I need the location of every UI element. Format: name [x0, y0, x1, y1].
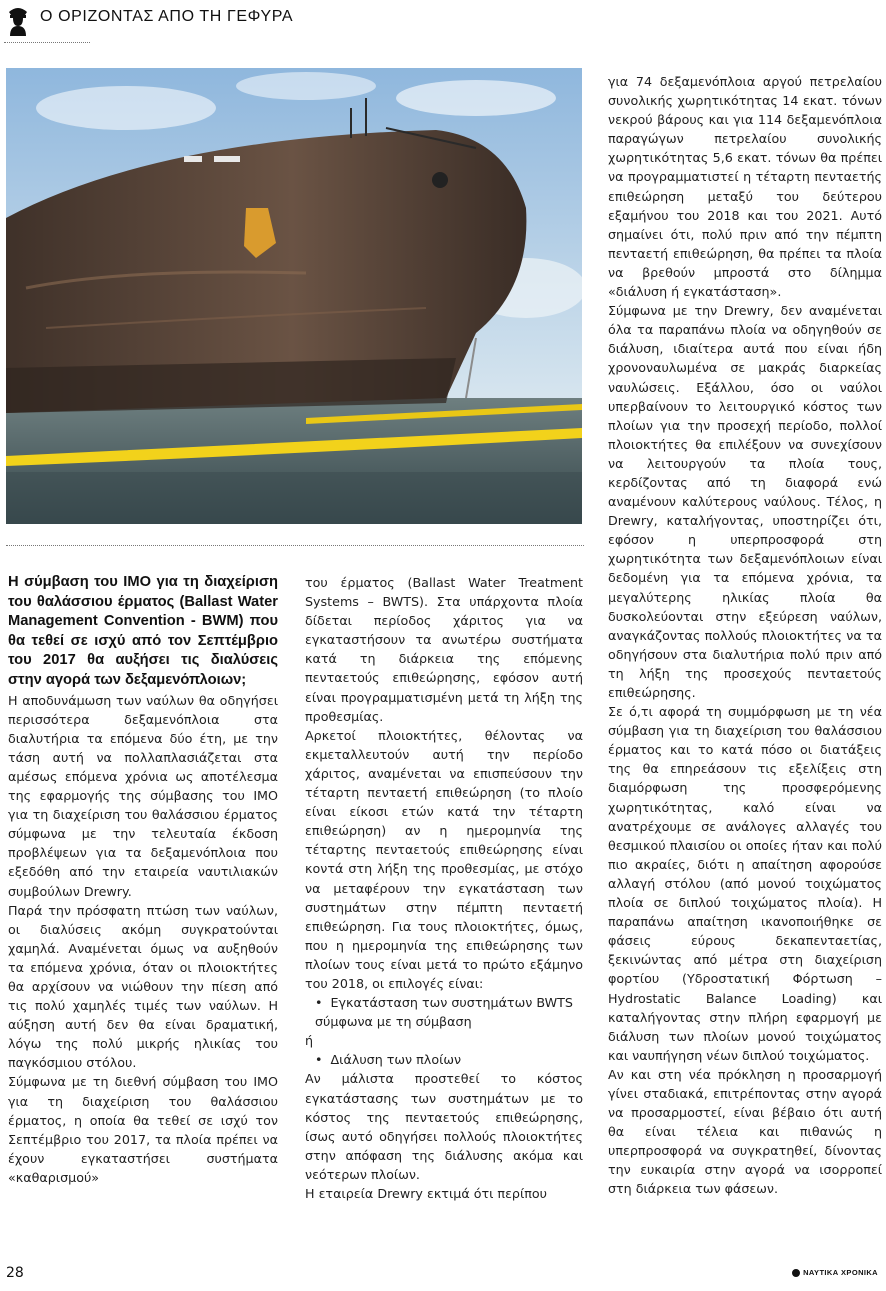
article-lead: Η σύμβαση του IMO για τη διαχείριση του θαλάσσιου έρματος (Ballast Water Management Convention - BWM) που θα τεθεί σε ισχύ από τον Σεπτέμβριο του 2017 θα αυξήσει τις διαλύσεις στην αγορά των δεξαμενόπλοιων;	[8, 574, 278, 688]
paragraph: Σε ό,τι αφορά τη συμμόρφωση με τη νέα σύμβαση για τη διαχείριση του θαλάσσιου έρματος και το κατά πόσο οι διατάξεις της θα επηρεάσουν τις εξελίξεις στη διαμόρφωση της προσφερόμενης χωρητικότητας, καλό είναι να ανατρέχουμε σε ανάλογες αλλαγές του θεσμικού πλαισίου οι οποίες ήταν και πολύ πιο ακραίες, διότι η απαίτηση αφορούσε αλλαγή στόλου (από μονού τοιχώματος πλοία σε διπλού τοιχώματος πλοία). Η παραπάνω απαίτηση ικανοποιήθηκε σε φάσεις εύρους δεκαπενταετίας, ξεκινώντας από μέτρα στη διαχείριση φορτίου (Υδροστατική Φόρτωση – Hydrostatic Balance Loading) και καταλήγοντας στην πλήρη εφαρμογή με διάλυση των πλοίων μονού τοιχώματος και ναυπήγηση νέων διπλού τοιχώματος.	[608, 704, 882, 1063]
paragraph: για 74 δεξαμενόπλοια αργού πετρελαίου συνολικής χωρητικότητας 14 εκατ. τόνων νεκρού βάρους και για 114 δεξαμενόπλοια παραγώγων πετρελαίου συνολικής χωρητικότητας 5,6 εκατ. τόνων θα πρέπει να προγραμματιστεί η τέταρτη πενταετής επιθεώρηση μεταξύ του δεύτερου εξαμήνου του 2018 και του 2021. Αυτό σημαίνει ότι, πολύ πριν από την πέμπτη πενταετή επιθεώρηση, θα πρέπει τα πλοία να βρεθούν μπροστά στο δίλημμα «διάλυση ή εγκατάσταση».	[608, 74, 882, 300]
magazine-brand	[792, 1268, 878, 1277]
page-number: 28	[6, 1265, 24, 1281]
brand-logo-icon	[792, 1269, 800, 1277]
paragraph: Η εταιρεία Drewry εκτιμά ότι περίπου	[305, 1186, 548, 1201]
brand-name: ΝΑΥΤΙΚΑ ΧΡΟΝΙΚΑ	[803, 1268, 878, 1277]
paragraph: του έρματος (Ballast Water Treatment Systems – BWTS). Στα υπάρχοντα πλοία δίδεται περίοδος χάριτος για να εγκαταστήσουν τα ανωτέρω συστήματα κατά τη διάρκεια της επόμενης πενταετούς επιθεώρησης, εφόσον αυτή είναι προγραμματισμένη μετά τη λήξη της προθεσμίας.	[305, 575, 583, 724]
paragraph: Αν μάλιστα προστεθεί το κόστος εγκατάστασης των συστημάτων με το κόστος της πενταετούς επιθεώρησης, ίσως αυτό οδηγήσει πολλούς πλοιοκτήτες στην απόφαση της διάλυσης ακόμα και νεότερων πλοίων.	[305, 1071, 583, 1182]
photo-divider	[6, 545, 584, 546]
paragraph: Η αποδυνάμωση των ναύλων θα οδηγήσει περισσότερα δεξαμενόπλοια στα διαλυτήρια τα επόμενα δύο έτη, με την τάση αυτή να πολλαπλασιάζεται στα αμέσως επόμενα χρόνια ως αποτέλεσμα της εφαρμογής της σύμβασης του IMO για τη διαχείριση του θαλάσσιου έρματος σύμφωνα με την τελευταία έκδοση προβλέψεων για τα δεξαμενόπλοια που εξεδόθη από την εταιρεία ναυτιλιακών συμβούλων Drewry.	[8, 692, 278, 899]
page-header	[0, 0, 886, 48]
section-title: Ο ΟΡΙΖΟΝΤΑΣ ΑΠΟ ΤΗ ΓΕΦΥΡΑ	[40, 8, 294, 25]
header-divider	[4, 42, 90, 43]
paragraph: Αρκετοί πλοιοκτήτες, θέλοντας να εκμεταλλευτούν αυτή την περίοδο χάριτος, αναμένεται να επισπεύσουν την τέταρτη πενταετή επιθεώρηση (το πλοίο είναι είκοσι ετών κατά την τέταρτη επιθεώρηση) αν η ημερομηνία της τέταρτης πενταετούς επιθεώρησης είναι κοντά στη λήξη της προθεσμίας, με στόχο να μεταφέρουν την εγκατάσταση των συστημάτων στην πέμπτη πενταετή επιθεώρηση. Για τους πλοιοκτήτες, όμως, που η ημερομηνία της επιθεώρησης των πλοίων τους είναι μετά το πρώτο εξάμηνο του 2018, οι επιλογές είναι:	[305, 727, 583, 991]
paragraph: Παρά την πρόσφατη πτώση των ναύλων, οι διαλύσεις ακόμη συγκρατούνται χαμηλά. Αναμένεται όμως να αυξηθούν τα επόμενα χρόνια, όταν οι πλοιοκτήτες θα αρχίσουν να νιώθουν την πίεση από τις πολύ χαμηλές τιμές των ναύλων. Η αύξηση αυτή δεν θα είναι δραματική, λόγω της πολύ μικρής ηλικίας του παγκόσμιου στόλου.	[8, 902, 278, 1071]
paragraph: Σύμφωνα με την Drewry, δεν αναμένεται όλα τα παραπάνω πλοία να οδηγηθούν σε διάλυση, ιδιαίτερα αυτά που είναι ήδη χρονοναυλωμένα σε μακράς διαρκείας ναυλώσεις. Εξάλλου, όσο οι ναύλοι υπερβαίνουν το λειτουργικό κόστος των πλοίων για την προσεχή περίοδο, πολλοί πλοιοκτήτες θα επιλέξουν να συνεχίσουν να λειτουργούν τα πλοία τους, κερδίζοντας από τη διαφορά ενώ αναμένουν καλύτερους ναύλους. Τέλος, η Drewry, καταλήγοντας, υποστηρίζει ότι, εφόσον η υπερπροσφορά στη χωρητικότητα των δεξαμενόπλοιων είναι δεδομένη για τα επόμενα χρόνια, τα μεγαλύτερης ηλικίας πλοία θα δυσκολεύονται στην εξεύρεση ναύλων, αναγκάζοντας πολλούς πλοιοκτήτες να τα οδηγήσουν στα διαλυτήρια πολύ πριν από τη λήξη της προσεχούς πενταετούς επιθεώρησης.	[608, 303, 882, 700]
or-separator: ή	[305, 1033, 314, 1049]
paragraph: Αν και στη νέα πρόκληση η προσαρμογή γίνει σταδιακά, επιτρέποντας στην αγορά να προσαρμοστεί, είναι βέβαιο ότι αυτή θα είναι τέλεια και πιθανώς η υπερπροσφορά να συγκρατηθεί, δίνοντας την ευκαιρία στην αγορά να ισορροπεί στη διάρκεια των φάσεων.	[608, 1066, 882, 1197]
helmsman-logo-icon	[6, 4, 30, 36]
paragraph: Σύμφωνα με τη διεθνή σύμβαση του IMO για τη διαχείριση του θαλάσσιου έρματος, η οποία θα τεθεί σε ισχύ τον Σεπτέμβριο του 2017, τα πλοία πρέπει να έχουν εγκαταστήσει συστήματα «καθαρισμού»	[8, 1074, 278, 1185]
column-3	[608, 72, 882, 1199]
bullet-item: • Διάλυση των πλοίων	[305, 1050, 583, 1069]
bullet-item: • Εγκατάσταση των συστημάτων BWTS σύμφωνα με τη σύμβαση	[305, 993, 583, 1031]
column-2	[305, 573, 583, 1203]
tanker-photo	[6, 68, 582, 524]
column-1	[8, 573, 278, 1187]
